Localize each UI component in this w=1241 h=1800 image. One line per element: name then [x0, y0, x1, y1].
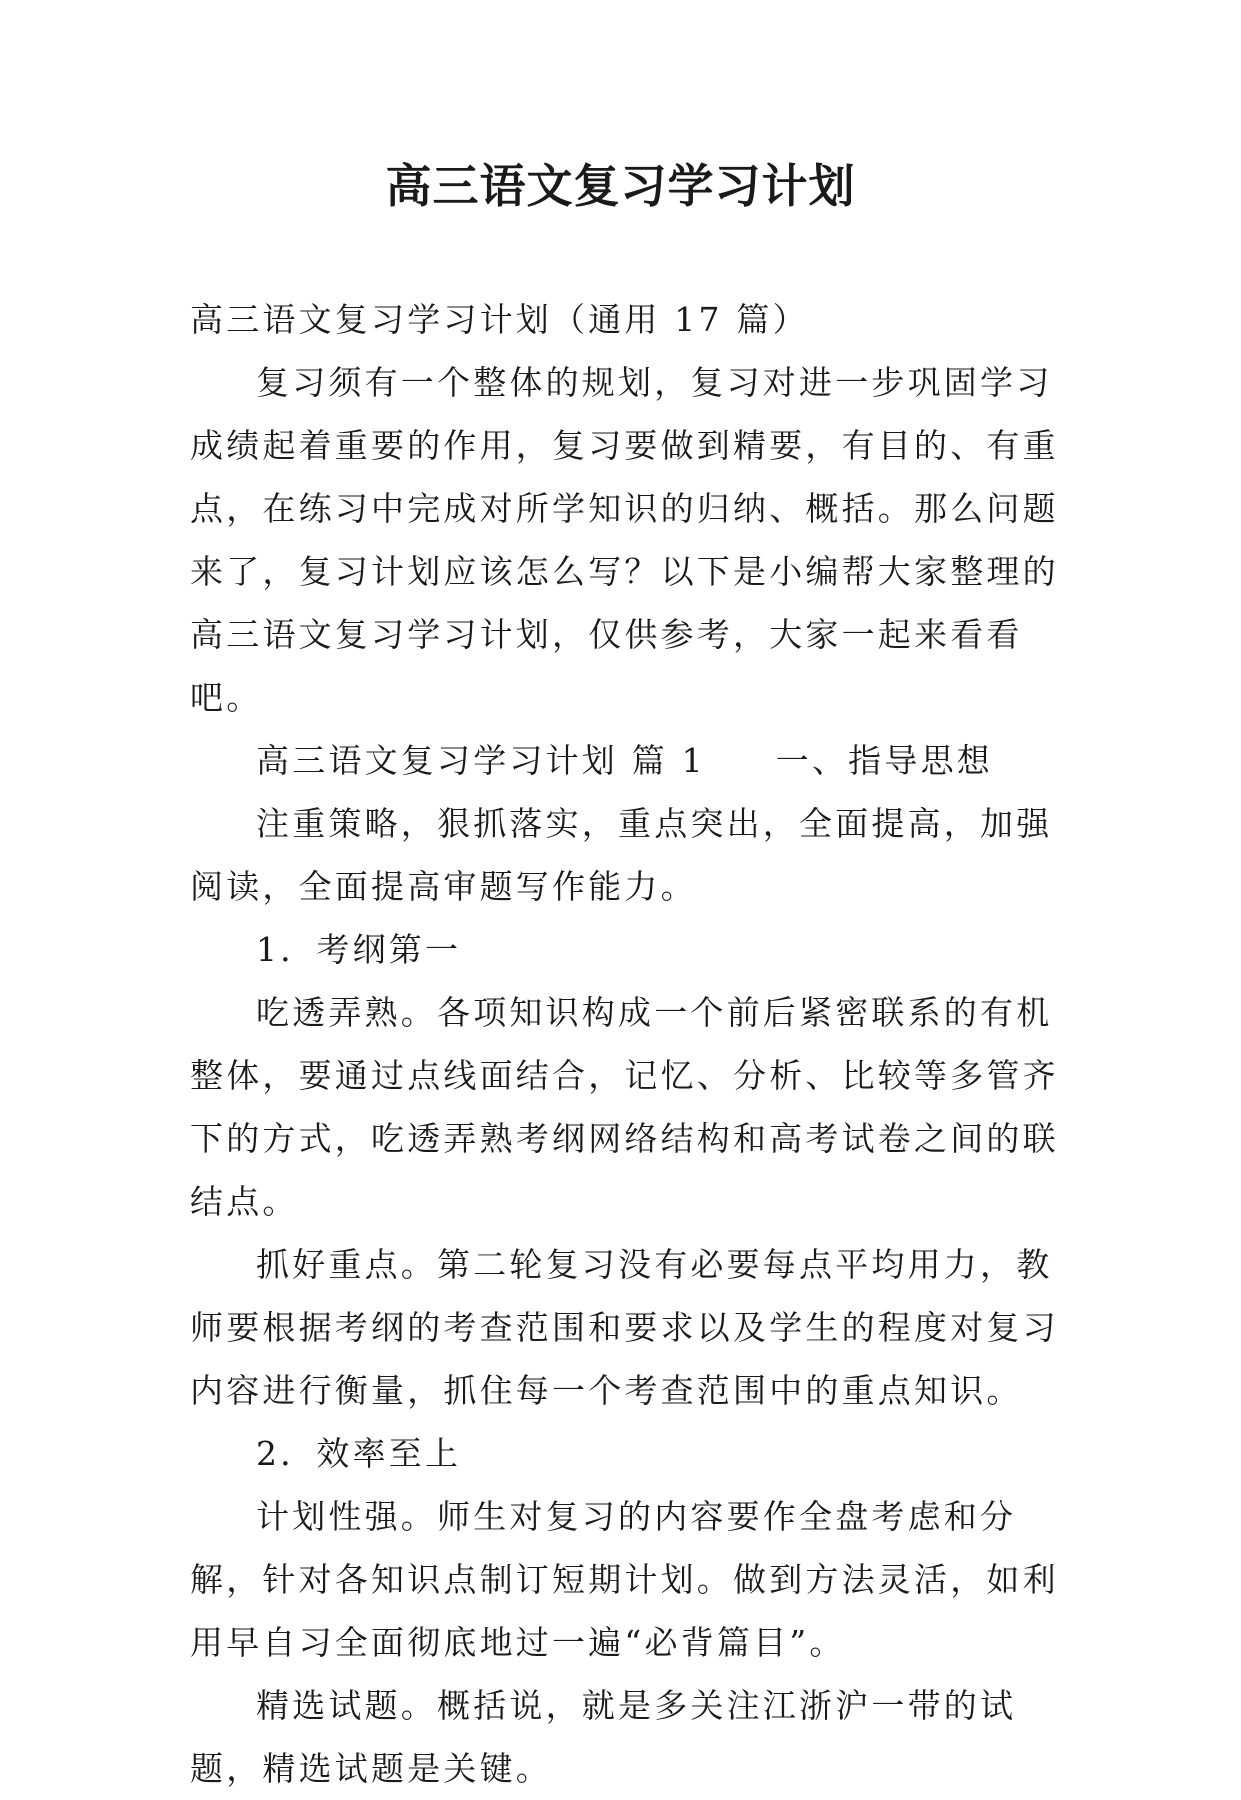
section-heading: 一、指导思想: [775, 741, 993, 780]
document-body: [190, 288, 1060, 1800]
item1-paragraph-1: 吃透弄熟。各项知识构成一个前后紧密联系的有机整体，要通过点线面结合，记忆、分析、比较等多管齐下的方式，吃透弄熟考纲网络结构和高考试卷之间的联结点。: [190, 993, 1059, 1221]
section-heading-line: [190, 729, 1060, 792]
intro-paragraph: 复习须有一个整体的规划，复习对进一步巩固学习成绩起着重要的作用，复习要做到精要，有目的、有重点，在练习中完成对所学知识的归纳、概括。那么问题来了，复习计划应该怎么写？以下是小编帮大家整理的高三语文复习学习计划，仅供参考，大家一起来看看吧。: [190, 363, 1059, 717]
item2-heading: 2．效率至上: [256, 1434, 462, 1473]
item2-paragraph-1: 计划性强。师生对复习的内容要作全盘考虑和分解，针对各知识点制订短期计划。做到方法灵活，如利用早自习全面彻底地过一遍“必背篇目”。: [190, 1497, 1059, 1662]
guiding-idea-paragraph: 注重策略，狠抓落实，重点突出，全面提高，加强阅读，全面提高审题写作能力。: [190, 804, 1053, 906]
item2-paragraph-2: 精选试题。概括说，就是多关注江浙沪一带的试题，精选试题是关键。: [190, 1686, 1017, 1788]
item1-heading: 1．考纲第一: [256, 930, 462, 969]
document-subtitle: 高三语文复习学习计划（通用 17 篇）: [190, 300, 809, 339]
section-label: 高三语文复习学习计划 篇 1: [256, 741, 706, 780]
item1-paragraph-2: 抓好重点。第二轮复习没有必要每点平均用力，教师要根据考纲的考查范围和要求以及学生的程度对复习内容进行衡量，抓住每一个考查范围中的重点知识。: [190, 1245, 1059, 1410]
document-title: 高三语文复习学习计划: [385, 159, 856, 213]
